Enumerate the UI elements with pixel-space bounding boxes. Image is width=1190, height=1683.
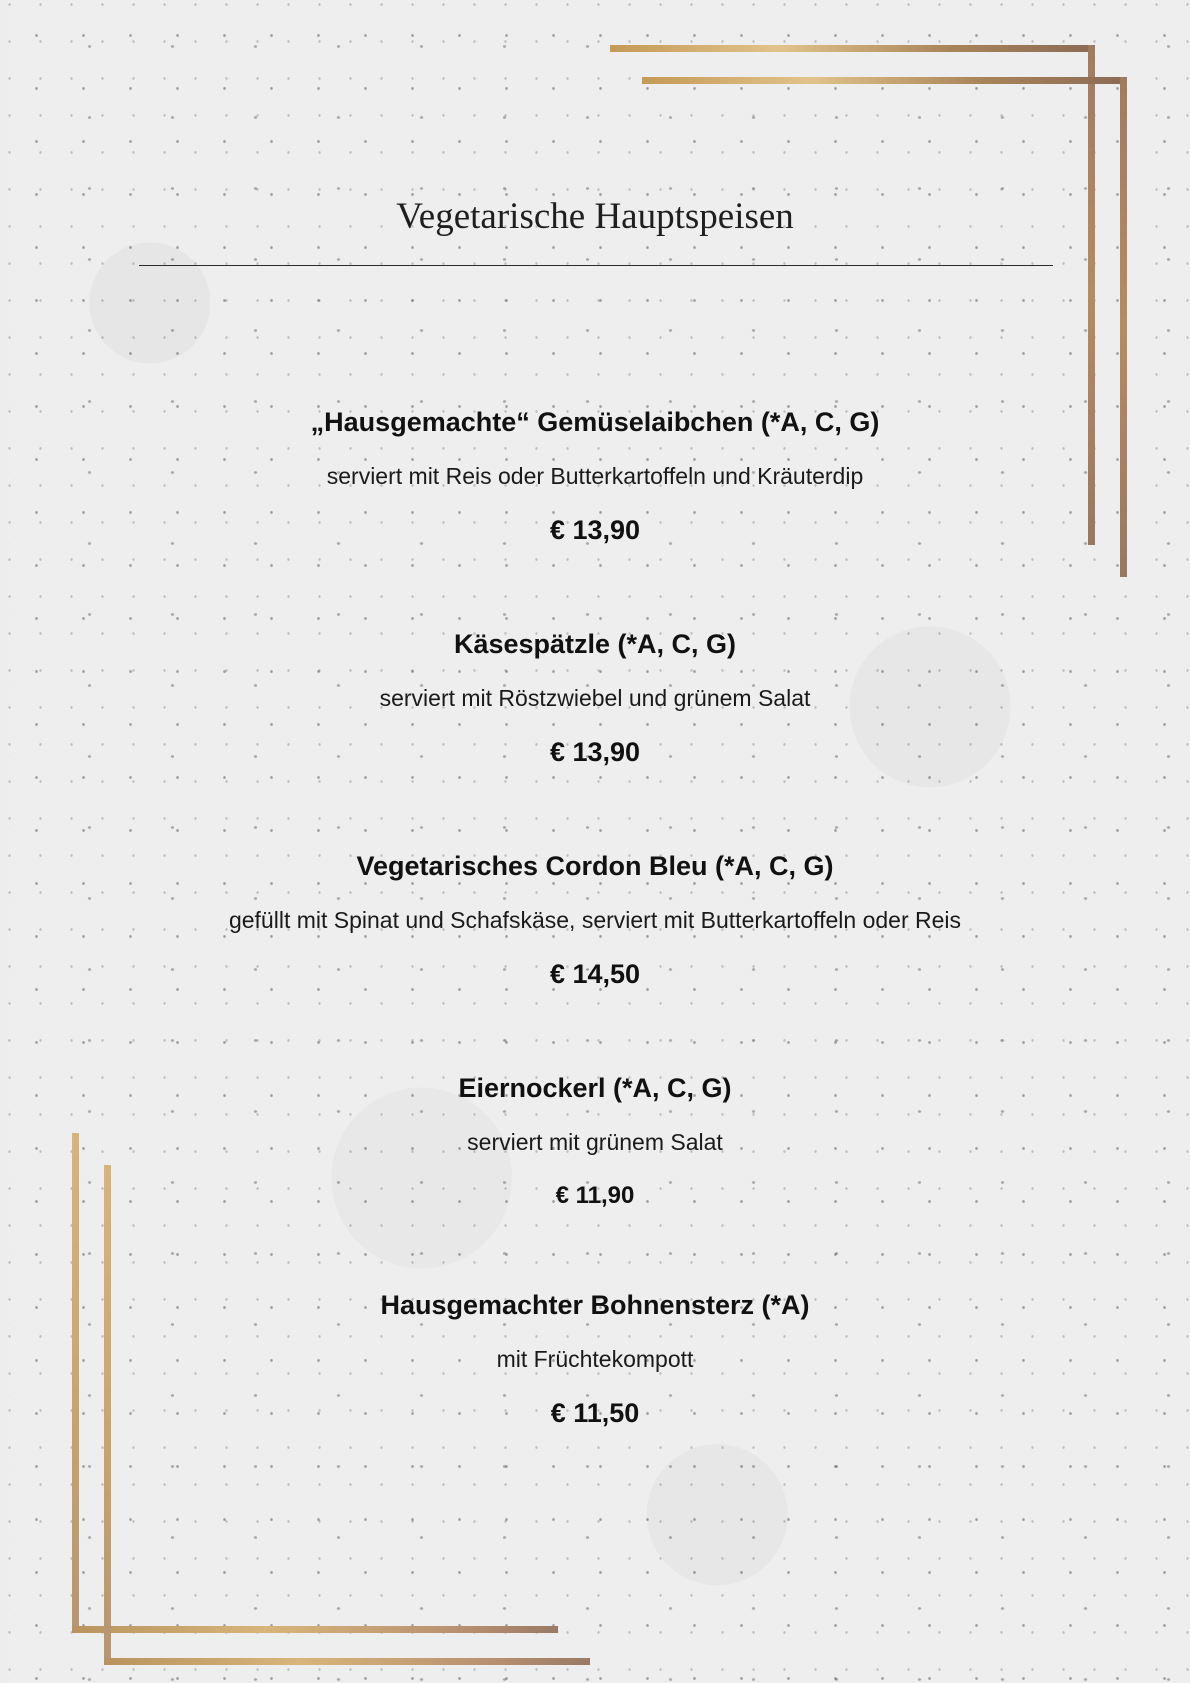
dish-name: Käsespätzle (*A, C, G): [453, 629, 737, 659]
bottom-frame-bar-inner: [104, 1658, 590, 1665]
dish-price: € 14,50: [549, 959, 641, 989]
dish-name: Eiernockerl (*A, C, G): [458, 1073, 732, 1103]
menu-item: [0, 1288, 1190, 1430]
dish-price: € 13,90: [549, 737, 641, 767]
menu-page: [8, 0, 1190, 1683]
title-divider: [139, 265, 1053, 266]
page-title: Vegetarische Hauptspeisen: [396, 196, 794, 237]
dish-description: serviert mit Reis oder Butterkartoffeln und Kräuterdip: [326, 463, 864, 489]
menu-item: [0, 627, 1190, 769]
dish-description: mit Früchtekompott: [496, 1346, 694, 1372]
dish-description: serviert mit grünem Salat: [467, 1129, 723, 1155]
dish-name: „Hausgemachte“ Gemüselaibchen (*A, C, G): [310, 407, 880, 437]
dish-price: € 11,50: [550, 1398, 640, 1428]
menu-item: [0, 405, 1190, 547]
dish-name: Vegetarisches Cordon Bleu (*A, C, G): [356, 851, 834, 881]
menu-item: [0, 1071, 1190, 1213]
dish-description: serviert mit Röstzwiebel und grünem Salat: [379, 685, 811, 711]
bottom-frame-bar-outer: [72, 1626, 558, 1633]
dish-name: Hausgemachter Bohnensterz (*A): [380, 1290, 810, 1320]
dish-price: € 11,90: [555, 1182, 635, 1209]
dish-description: gefüllt mit Spinat und Schafskäse, serviert mit Butterkartoffeln oder Reis: [228, 907, 962, 933]
top-frame-bar-outer: [610, 45, 1095, 52]
dish-price: € 13,90: [549, 515, 641, 545]
menu-item: [0, 849, 1190, 991]
top-frame-bar-inner: [642, 77, 1127, 84]
